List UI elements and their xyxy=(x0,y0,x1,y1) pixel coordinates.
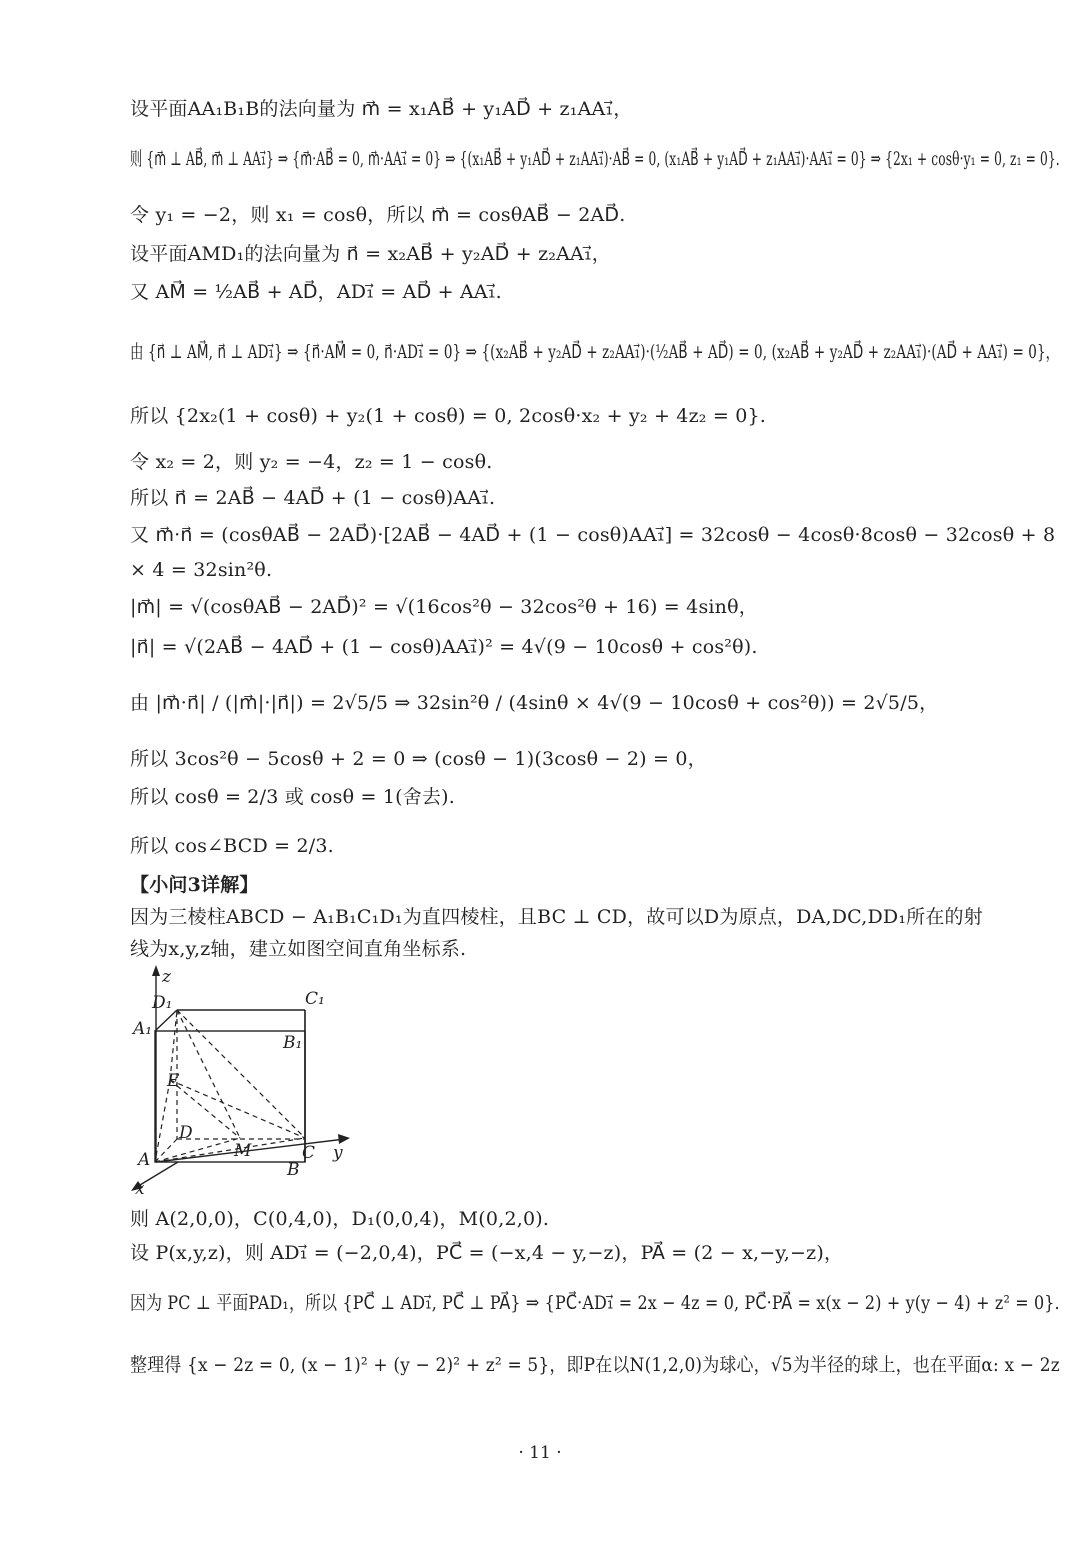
label-M: M xyxy=(234,1141,252,1161)
label-B: B xyxy=(287,1160,300,1180)
text-line: 因为三棱柱ABCD − A₁B₁C₁D₁为直四棱柱，且BC ⊥ CD，故可以D为原点，DA,DC,DD₁所在的射 xyxy=(130,906,983,928)
text-line: 所以 cosθ = 2/3 或 cosθ = 1(舍去). xyxy=(130,786,455,808)
coordinate-figure xyxy=(125,962,365,1202)
text-line: 设平面AA₁B₁B的法向量为 m⃗ = x₁AB⃗ + y₁AD⃗ + z₁AA₁⃗， xyxy=(130,98,633,120)
text-line: |m⃗| = √(cosθAB⃗ − 2AD⃗)² = √(16cos²θ − 32cos²θ + 16) = 4sinθ， xyxy=(130,596,758,618)
text-line: 所以 {2x₂(1 + cosθ) + y₂(1 + cosθ) = 0, 2cosθ·x₂ + y₂ + 4z₂ = 0}. xyxy=(130,405,767,427)
text-line: 所以 cos∠BCD = 2/3. xyxy=(130,835,334,857)
label-E: E xyxy=(167,1071,180,1091)
text-line: 又 AM⃗ = ½AB⃗ + AD⃗，AD₁⃗ = AD⃗ + AA₁⃗. xyxy=(130,281,502,303)
label-C1: C₁ xyxy=(305,989,325,1009)
text-line: 则 {m⃗ ⊥ AB⃗, m⃗ ⊥ AA₁⃗} ⇒ {m⃗·AB⃗ = 0, m⃗·AA₁⃗ = 0} ⇒ {(x₁AB⃗ + y₁AD⃗ + z₁AA₁⃗)·AB⃗ = 0, (x₁AB⃗ + y₁AD⃗ + z₁AA₁⃗)·AA₁⃗ = 0} ⇒ {2x₁ + cosθ·y₁ = 0, z₁ = 0}. xyxy=(130,148,1060,170)
label-D: D xyxy=(179,1123,193,1143)
text-line: 令 x₂ = 2，则 y₂ = −4，z₂ = 1 − cosθ. xyxy=(130,451,493,473)
text-line: × 4 = 32sin²θ. xyxy=(130,559,273,581)
label-x: x xyxy=(135,1179,145,1199)
label-z: z xyxy=(162,967,171,987)
text-line: 则 A(2,0,0)，C(0,4,0)，D₁(0,0,4)，M(0,2,0). xyxy=(130,1208,550,1230)
text-line: 设 P(x,y,z)，则 AD₁⃗ = (−2,0,4)，PC⃗ = (−x,4 − y,−z)，PA⃗ = (2 − x,−y,−z)， xyxy=(130,1242,844,1264)
text-line: 所以 n⃗ = 2AB⃗ − 4AD⃗ + (1 − cosθ)AA₁⃗. xyxy=(130,487,496,509)
text-line: |n⃗| = √(2AB⃗ − 4AD⃗ + (1 − cosθ)AA₁⃗)² = 4√(9 − 10cosθ + cos²θ). xyxy=(130,636,758,658)
text-line: 由 {n⃗ ⊥ AM⃗, n⃗ ⊥ AD₁⃗} ⇒ {n⃗·AM⃗ = 0, n⃗·AD₁⃗ = 0} ⇒ {(x₂AB⃗ + y₂AD⃗ + z₂AA₁⃗)·(½AB⃗ + AD⃗) = 0, (x₂AB⃗ + y₂AD⃗ + z₂AA₁⃗)·(AD⃗ + AA₁⃗) = 0}， xyxy=(130,341,1060,363)
page-number: · 11 · xyxy=(518,1443,562,1463)
text-line: 令 y₁ = −2，则 x₁ = cosθ，所以 m⃗ = cosθAB⃗ − 2AD⃗. xyxy=(130,204,626,226)
label-A: A xyxy=(138,1150,151,1170)
label-y: y xyxy=(333,1143,343,1163)
section-heading: 【小问3详解】 xyxy=(130,874,259,896)
label-A1: A₁ xyxy=(133,1019,153,1039)
text-line: 所以 3cos²θ − 5cosθ + 2 = 0 ⇒ (cosθ − 1)(3cosθ − 2) = 0， xyxy=(130,748,707,770)
label-D1: D₁ xyxy=(152,993,173,1013)
text-line: 线为x,y,z轴，建立如图空间直角坐标系. xyxy=(130,938,467,960)
text-line: 整理得 {x − 2z = 0, (x − 1)² + (y − 2)² + z² = 5}，即P在以N(1,2,0)为球心，√5为半径的球上，也在平面α: x − 2z xyxy=(130,1354,1060,1376)
text-line: 又 m⃗·n⃗ = (cosθAB⃗ − 2AD⃗)·[2AB⃗ − 4AD⃗ + (1 − cosθ)AA₁⃗] = 32cosθ − 4cosθ·8cosθ − 32cosθ + 8 xyxy=(130,524,1056,546)
text-line: 设平面AMD₁的法向量为 n⃗ = x₂AB⃗ + y₂AD⃗ + z₂AA₁⃗， xyxy=(130,243,611,265)
label-C: C xyxy=(302,1143,316,1163)
label-B1: B₁ xyxy=(283,1033,303,1053)
text-line: 由 |m⃗·n⃗| / (|m⃗|·|n⃗|) = 2√5/5 ⇒ 32sin²θ / (4sinθ × 4√(9 − 10cosθ + cos²θ)) = 2√5/5， xyxy=(130,692,939,714)
text-line: 因为 PC ⊥ 平面PAD₁，所以 {PC⃗ ⊥ AD₁⃗, PC⃗ ⊥ PA⃗} ⇒ {PC⃗·AD₁⃗ = 2x − 4z = 0, PC⃗·PA⃗ = x(x − 2) + y(y − 4) + z² = 0}. xyxy=(130,1292,1060,1314)
